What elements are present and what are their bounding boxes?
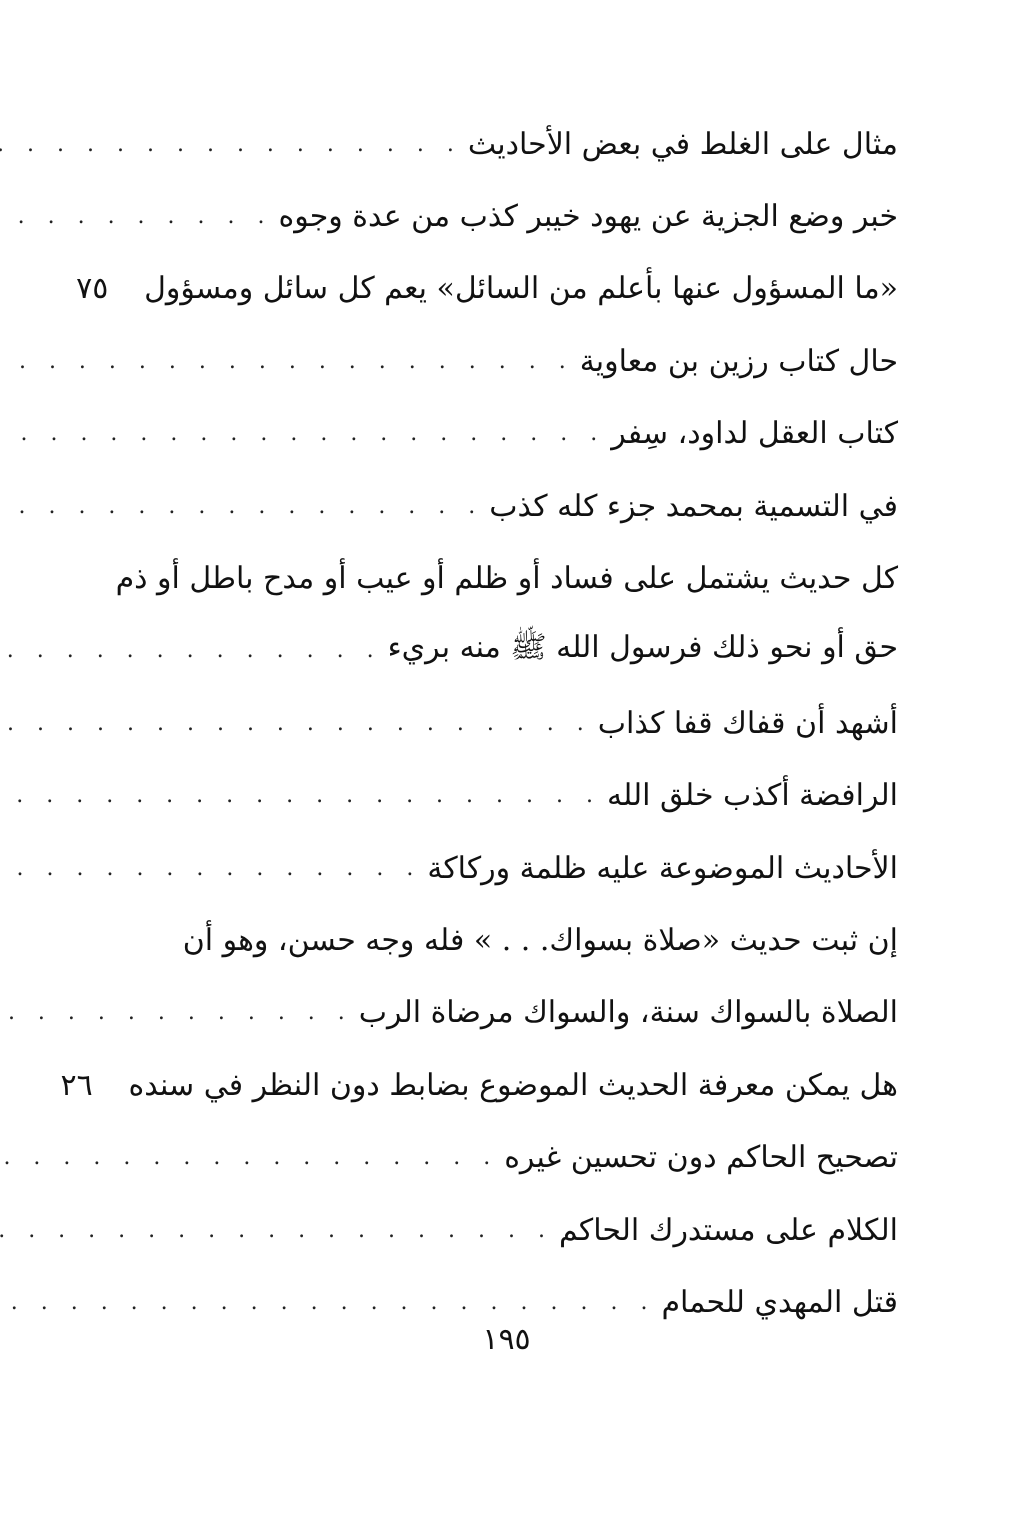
index-entry-page: ٧٥ xyxy=(76,271,109,307)
index-list xyxy=(60,108,898,1339)
dot-leader xyxy=(0,638,382,663)
index-entry-text: حق أو نحو ذلك فرسول الله ﷺ منه بريء xyxy=(387,630,898,666)
index-entry xyxy=(108,977,898,1049)
index-entry xyxy=(108,1121,898,1193)
index-entry-text: الكلام على مستدرك الحاكم xyxy=(558,1212,898,1248)
index-entry-text: الصلاة بالسواك سنة، والسواك مرضاة الرب xyxy=(358,995,898,1031)
dot-leader xyxy=(0,1000,353,1025)
index-entry xyxy=(108,904,898,976)
dot-leader xyxy=(0,1145,498,1170)
index-entry xyxy=(108,615,898,687)
dot-leader xyxy=(0,132,462,157)
index-entry-text: حال كتاب رزين بن معاوية xyxy=(579,343,898,379)
index-entry-text: في التسمية بمحمد جزء كله كذب xyxy=(489,488,898,524)
dot-leader xyxy=(0,856,421,881)
index-entry xyxy=(108,687,898,759)
index-entry-text: إن ثبت حديث «صلاة بسواك. . . » فله وجه حسن، وهو أن xyxy=(182,922,898,958)
index-entry xyxy=(108,398,898,470)
index-entry xyxy=(108,108,898,180)
index-entry-text: «ما المسؤول عنها بأعلم من السائل» يعم كل سائل ومسؤول xyxy=(144,271,898,307)
dot-leader xyxy=(0,421,605,446)
index-entry xyxy=(108,832,898,904)
index-entry-text: تصحيح الحاكم دون تحسين غيره xyxy=(504,1140,898,1176)
index-entry-text: هل يمكن معرفة الحديث الموضوع بضابط دون النظر في سنده xyxy=(128,1067,898,1103)
index-entry-text: قتل المهدي للحمام xyxy=(661,1284,898,1320)
index-entry-text: الأحاديث الموضوعة عليه ظلمة وركاكة xyxy=(427,850,898,886)
index-entry-page: ٢٦ xyxy=(60,1067,93,1103)
dot-leader xyxy=(0,1218,553,1243)
index-entry-text: الرافضة أكذب خلق الله xyxy=(606,778,898,814)
index-entry-text: كتاب العقل لداود، سِفر xyxy=(611,416,898,452)
index-entry xyxy=(60,1049,898,1121)
dot-leader xyxy=(0,711,592,736)
page-number: ١٩٥ xyxy=(482,1322,531,1357)
index-entry-text: أشهد أن قفاك قفا كذاب xyxy=(597,705,898,741)
index-entry xyxy=(108,1194,898,1266)
dot-leader xyxy=(0,204,273,229)
index-entry xyxy=(76,253,898,325)
index-entry-text: خبر وضع الجزية عن يهود خيبر كذب من عدة وجوه xyxy=(278,199,898,235)
dot-leader xyxy=(0,1290,655,1315)
index-entry xyxy=(108,180,898,252)
index-entry xyxy=(108,542,898,614)
index-entry xyxy=(108,760,898,832)
index-entry-text: مثال على الغلط في بعض الأحاديث xyxy=(467,126,898,162)
index-entry xyxy=(108,325,898,397)
index-entry xyxy=(108,470,898,542)
dot-leader xyxy=(0,494,483,519)
dot-leader xyxy=(0,783,601,808)
dot-leader xyxy=(0,349,574,374)
index-entry-text: كل حديث يشتمل على فساد أو ظلم أو عيب أو مدح باطل أو ذم xyxy=(115,561,898,597)
